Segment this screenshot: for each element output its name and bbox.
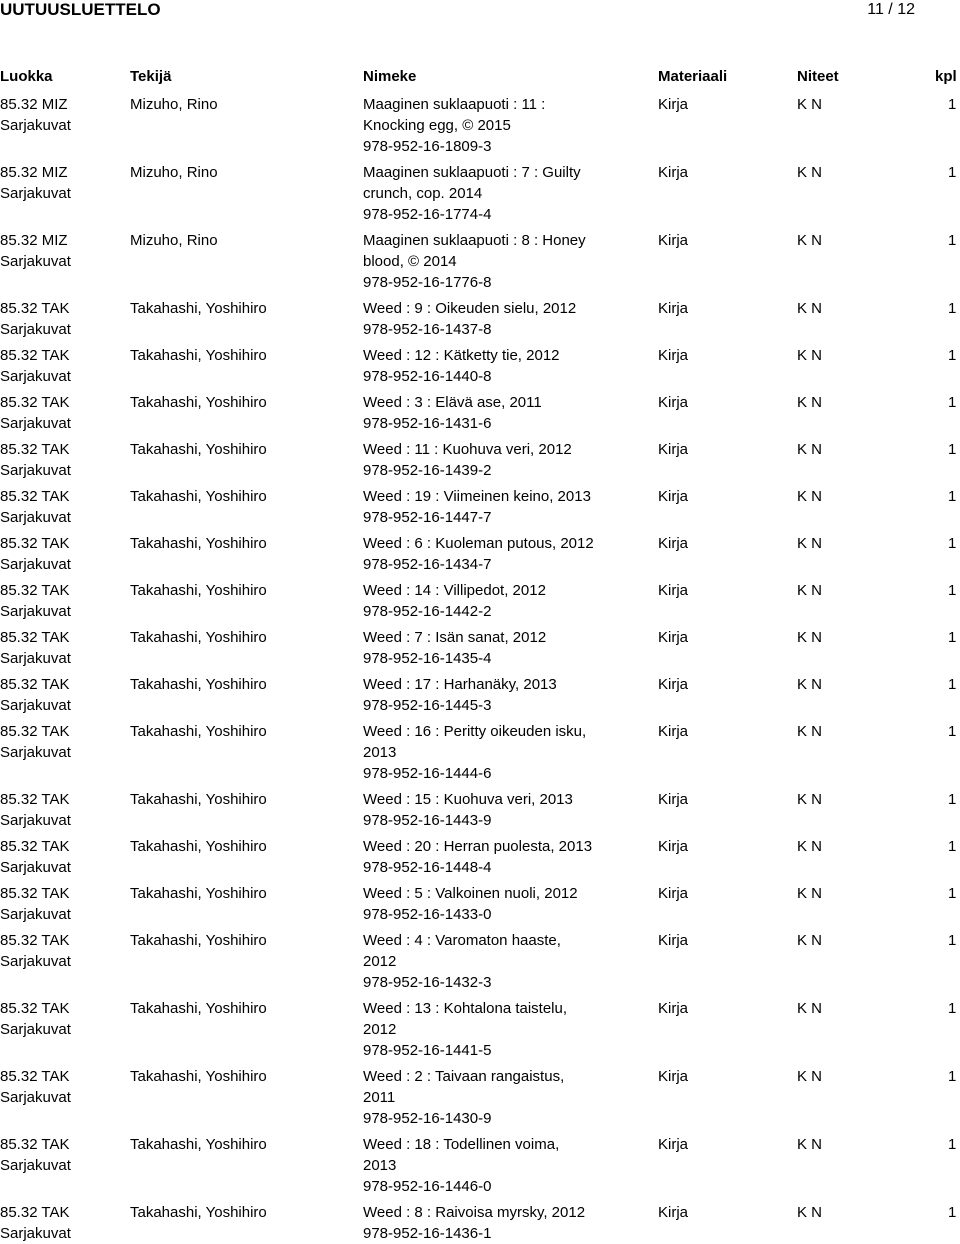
column-header-kpl: kpl	[935, 68, 957, 85]
class-line: Sarjakuvat	[0, 697, 71, 714]
title-cell	[363, 162, 581, 225]
material-cell: Kirja	[658, 838, 689, 855]
class-line: 85.32 TAK	[0, 723, 70, 740]
material-cell: Kirja	[658, 676, 689, 693]
material-cell: Kirja	[658, 932, 689, 949]
material-cell: Kirja	[658, 1136, 689, 1153]
notes-cell: K N	[797, 676, 823, 693]
title-cell	[363, 439, 572, 481]
title-line: 978-952-16-1774-4	[363, 206, 492, 223]
title-line: Knocking egg, © 2015	[363, 117, 511, 134]
material-cell: Kirja	[658, 1204, 689, 1221]
class-line: Sarjakuvat	[0, 744, 71, 761]
class-line: Sarjakuvat	[0, 650, 71, 667]
class-line: Sarjakuvat	[0, 1225, 71, 1242]
material-cell: Kirja	[658, 723, 689, 740]
material-cell: Kirja	[658, 96, 689, 113]
class-line: 85.32 TAK	[0, 582, 70, 599]
author-cell: Takahashi, Yoshihiro	[130, 1204, 267, 1221]
notes-cell: K N	[797, 441, 823, 458]
author-cell: Takahashi, Yoshihiro	[130, 535, 267, 552]
page-number: 11 / 12	[867, 1, 915, 18]
title-cell	[363, 789, 573, 831]
title-line: 978-952-16-1443-9	[363, 812, 492, 829]
title-line: 978-952-16-1446-0	[363, 1178, 492, 1195]
title-cell	[363, 580, 546, 622]
author-cell: Takahashi, Yoshihiro	[130, 394, 267, 411]
title-line: 978-952-16-1445-3	[363, 697, 492, 714]
quantity-cell: 1	[948, 723, 957, 740]
author-cell: Mizuho, Rino	[130, 96, 218, 113]
author-cell: Takahashi, Yoshihiro	[130, 347, 267, 364]
class-line: 85.32 TAK	[0, 488, 70, 505]
notes-cell: K N	[797, 1136, 823, 1153]
material-cell: Kirja	[658, 347, 689, 364]
column-header-tekija: Tekijä	[130, 68, 172, 85]
title-cell	[363, 883, 578, 925]
quantity-cell: 1	[948, 96, 957, 113]
quantity-cell: 1	[948, 441, 957, 458]
title-line: 978-952-16-1433-0	[363, 906, 492, 923]
class-line: Sarjakuvat	[0, 1089, 71, 1106]
quantity-cell: 1	[948, 932, 957, 949]
author-cell: Takahashi, Yoshihiro	[130, 488, 267, 505]
notes-cell: K N	[797, 885, 823, 902]
class-line: 85.32 TAK	[0, 1000, 70, 1017]
quantity-cell: 1	[948, 488, 957, 505]
title-line: Maaginen suklaapuoti : 8 : Honey	[363, 232, 586, 249]
title-cell	[363, 1134, 559, 1197]
document-title: UUTUUSLUETTELO	[0, 0, 161, 19]
author-cell: Takahashi, Yoshihiro	[130, 629, 267, 646]
title-line: 978-952-16-1430-9	[363, 1110, 492, 1127]
material-cell: Kirja	[658, 488, 689, 505]
class-line: Sarjakuvat	[0, 415, 71, 432]
class-cell	[0, 298, 71, 340]
material-cell: Kirja	[658, 441, 689, 458]
notes-cell: K N	[797, 629, 823, 646]
title-line: 978-952-16-1437-8	[363, 321, 492, 338]
author-cell: Takahashi, Yoshihiro	[130, 1136, 267, 1153]
quantity-cell: 1	[948, 1204, 957, 1221]
quantity-cell: 1	[948, 535, 957, 552]
quantity-cell: 1	[948, 676, 957, 693]
title-line: 978-952-16-1440-8	[363, 368, 492, 385]
title-line: Weed : 6 : Kuoleman putous, 2012	[363, 535, 594, 552]
title-line: blood, © 2014	[363, 253, 457, 270]
class-line: 85.32 TAK	[0, 347, 70, 364]
material-cell: Kirja	[658, 1068, 689, 1085]
class-line: Sarjakuvat	[0, 509, 71, 526]
class-cell	[0, 930, 71, 972]
class-line: Sarjakuvat	[0, 906, 71, 923]
class-line: Sarjakuvat	[0, 253, 71, 270]
title-line: crunch, cop. 2014	[363, 185, 483, 202]
title-line: Maaginen suklaapuoti : 7 : Guilty	[363, 164, 581, 181]
title-cell	[363, 998, 567, 1061]
quantity-cell: 1	[948, 394, 957, 411]
title-cell	[363, 345, 560, 387]
quantity-cell: 1	[948, 582, 957, 599]
column-header-luokka: Luokka	[0, 68, 53, 85]
class-cell	[0, 1066, 71, 1108]
material-cell: Kirja	[658, 791, 689, 808]
class-cell	[0, 836, 71, 878]
class-cell	[0, 486, 71, 528]
notes-cell: K N	[797, 838, 823, 855]
title-cell	[363, 930, 561, 993]
author-cell: Takahashi, Yoshihiro	[130, 1000, 267, 1017]
class-cell	[0, 230, 71, 272]
title-cell	[363, 533, 594, 575]
class-line: 85.32 MIZ	[0, 232, 68, 249]
class-line: 85.32 TAK	[0, 629, 70, 646]
title-line: Weed : 17 : Harhanäky, 2013	[363, 676, 557, 693]
notes-cell: K N	[797, 232, 823, 249]
notes-cell: K N	[797, 394, 823, 411]
author-cell: Takahashi, Yoshihiro	[130, 1068, 267, 1085]
material-cell: Kirja	[658, 394, 689, 411]
title-line: Weed : 15 : Kuohuva veri, 2013	[363, 791, 573, 808]
class-cell	[0, 998, 71, 1040]
class-cell	[0, 674, 71, 716]
title-line: 2012	[363, 953, 397, 970]
quantity-cell: 1	[948, 838, 957, 855]
title-line: Weed : 11 : Kuohuva veri, 2012	[363, 441, 572, 458]
class-cell	[0, 1134, 71, 1176]
title-line: Weed : 16 : Peritty oikeuden isku,	[363, 723, 587, 740]
title-line: 978-952-16-1439-2	[363, 462, 492, 479]
title-line: 978-952-16-1447-7	[363, 509, 492, 526]
notes-cell: K N	[797, 1204, 823, 1221]
title-cell	[363, 1066, 564, 1129]
class-line: Sarjakuvat	[0, 812, 71, 829]
material-cell: Kirja	[658, 300, 689, 317]
title-cell	[363, 94, 545, 157]
notes-cell: K N	[797, 535, 823, 552]
title-line: 978-952-16-1444-6	[363, 765, 492, 782]
author-cell: Mizuho, Rino	[130, 232, 218, 249]
notes-cell: K N	[797, 96, 823, 113]
title-cell	[363, 298, 576, 340]
class-line: 85.32 TAK	[0, 441, 70, 458]
title-line: Weed : 18 : Todellinen voima,	[363, 1136, 560, 1153]
class-line: 85.32 MIZ	[0, 164, 68, 181]
title-line: Weed : 14 : Villipedot, 2012	[363, 582, 546, 599]
notes-cell: K N	[797, 347, 823, 364]
title-line: Weed : 13 : Kohtalona taistelu,	[363, 1000, 568, 1017]
author-cell: Takahashi, Yoshihiro	[130, 838, 267, 855]
class-line: 85.32 TAK	[0, 535, 70, 552]
material-cell: Kirja	[658, 232, 689, 249]
author-cell: Takahashi, Yoshihiro	[130, 300, 267, 317]
author-cell: Mizuho, Rino	[130, 164, 218, 181]
notes-cell: K N	[797, 1068, 823, 1085]
class-line: Sarjakuvat	[0, 556, 71, 573]
title-line: 978-952-16-1442-2	[363, 603, 492, 620]
title-cell	[363, 721, 586, 784]
title-line: 978-952-16-1431-6	[363, 415, 492, 432]
title-cell	[363, 230, 586, 293]
class-line: Sarjakuvat	[0, 368, 71, 385]
quantity-cell: 1	[948, 300, 957, 317]
title-line: 978-952-16-1434-7	[363, 556, 492, 573]
title-line: 978-952-16-1448-4	[363, 859, 492, 876]
material-cell: Kirja	[658, 629, 689, 646]
notes-cell: K N	[797, 164, 823, 181]
title-line: 2011	[363, 1089, 396, 1106]
title-line: 2012	[363, 1021, 397, 1038]
class-cell	[0, 533, 71, 575]
material-cell: Kirja	[658, 885, 689, 902]
title-cell	[363, 674, 557, 716]
notes-cell: K N	[797, 488, 823, 505]
quantity-cell: 1	[948, 1068, 957, 1085]
author-cell: Takahashi, Yoshihiro	[130, 582, 267, 599]
material-cell: Kirja	[658, 535, 689, 552]
title-line: Weed : 2 : Taivaan rangaistus,	[363, 1068, 565, 1085]
notes-cell: K N	[797, 791, 823, 808]
title-cell	[363, 836, 592, 878]
author-cell: Takahashi, Yoshihiro	[130, 932, 267, 949]
author-cell: Takahashi, Yoshihiro	[130, 791, 267, 808]
notes-cell: K N	[797, 1000, 823, 1017]
material-cell: Kirja	[658, 164, 689, 181]
class-cell	[0, 580, 71, 622]
title-line: Weed : 8 : Raivoisa myrsky, 2012	[363, 1204, 586, 1221]
quantity-cell: 1	[948, 164, 957, 181]
class-cell	[0, 1202, 71, 1244]
class-cell	[0, 345, 71, 387]
title-line: Weed : 19 : Viimeinen keino, 2013	[363, 488, 591, 505]
author-cell: Takahashi, Yoshihiro	[130, 885, 267, 902]
class-line: 85.32 MIZ	[0, 96, 68, 113]
class-line: Sarjakuvat	[0, 185, 71, 202]
author-cell: Takahashi, Yoshihiro	[130, 723, 267, 740]
class-line: 85.32 TAK	[0, 838, 70, 855]
column-header-niteet: Niteet	[797, 68, 839, 85]
class-line: 85.32 TAK	[0, 1068, 70, 1085]
title-line: 978-952-16-1776-8	[363, 274, 492, 291]
class-line: Sarjakuvat	[0, 1021, 71, 1038]
column-header-materiaali: Materiaali	[658, 68, 728, 85]
title-line: 978-952-16-1441-5	[363, 1042, 492, 1059]
quantity-cell: 1	[948, 885, 957, 902]
notes-cell: K N	[797, 300, 823, 317]
class-line: Sarjakuvat	[0, 117, 71, 134]
title-line: 978-952-16-1432-3	[363, 974, 492, 991]
quantity-cell: 1	[948, 1136, 957, 1153]
title-cell	[363, 486, 591, 528]
class-cell	[0, 94, 71, 136]
class-line: 85.32 TAK	[0, 791, 70, 808]
quantity-cell: 1	[948, 629, 957, 646]
title-line: Weed : 5 : Valkoinen nuoli, 2012	[363, 885, 578, 902]
title-line: 978-952-16-1809-3	[363, 138, 492, 155]
class-cell	[0, 883, 71, 925]
author-cell: Takahashi, Yoshihiro	[130, 676, 267, 693]
title-line: Weed : 4 : Varomaton haaste,	[363, 932, 561, 949]
class-cell	[0, 392, 71, 434]
notes-cell: K N	[797, 932, 823, 949]
material-cell: Kirja	[658, 1000, 689, 1017]
title-cell	[363, 627, 546, 669]
title-line: 978-952-16-1436-1	[363, 1225, 492, 1242]
title-cell	[363, 392, 542, 434]
class-cell	[0, 721, 71, 763]
author-cell: Takahashi, Yoshihiro	[130, 441, 267, 458]
class-line: 85.32 TAK	[0, 394, 70, 411]
title-cell	[363, 1202, 585, 1244]
title-line: 2013	[363, 1157, 397, 1174]
class-line: 85.32 TAK	[0, 300, 70, 317]
class-line: 85.32 TAK	[0, 676, 70, 693]
title-line: Weed : 7 : Isän sanat, 2012	[363, 629, 547, 646]
quantity-cell: 1	[948, 347, 957, 364]
quantity-cell: 1	[948, 1000, 957, 1017]
class-line: Sarjakuvat	[0, 1157, 71, 1174]
class-cell	[0, 439, 71, 481]
title-line: Weed : 12 : Kätketty tie, 2012	[363, 347, 560, 364]
quantity-cell: 1	[948, 232, 957, 249]
class-cell	[0, 627, 71, 669]
class-line: Sarjakuvat	[0, 321, 71, 338]
title-line: Weed : 20 : Herran puolesta, 2013	[363, 838, 593, 855]
material-cell: Kirja	[658, 582, 689, 599]
class-line: Sarjakuvat	[0, 953, 71, 970]
title-line: Weed : 3 : Elävä ase, 2011	[363, 394, 542, 411]
class-line: Sarjakuvat	[0, 859, 71, 876]
title-line: 978-952-16-1435-4	[363, 650, 492, 667]
class-cell	[0, 789, 71, 831]
title-line: Weed : 9 : Oikeuden sielu, 2012	[363, 300, 577, 317]
class-line: 85.32 TAK	[0, 885, 70, 902]
title-line: Maaginen suklaapuoti : 11 :	[363, 96, 546, 113]
class-line: Sarjakuvat	[0, 462, 71, 479]
notes-cell: K N	[797, 723, 823, 740]
title-line: 2013	[363, 744, 397, 761]
quantity-cell: 1	[948, 791, 957, 808]
notes-cell: K N	[797, 582, 823, 599]
class-line: 85.32 TAK	[0, 932, 70, 949]
class-line: Sarjakuvat	[0, 603, 71, 620]
class-line: 85.32 TAK	[0, 1204, 70, 1221]
class-line: 85.32 TAK	[0, 1136, 70, 1153]
column-header-nimeke: Nimeke	[363, 68, 417, 85]
class-cell	[0, 162, 71, 204]
